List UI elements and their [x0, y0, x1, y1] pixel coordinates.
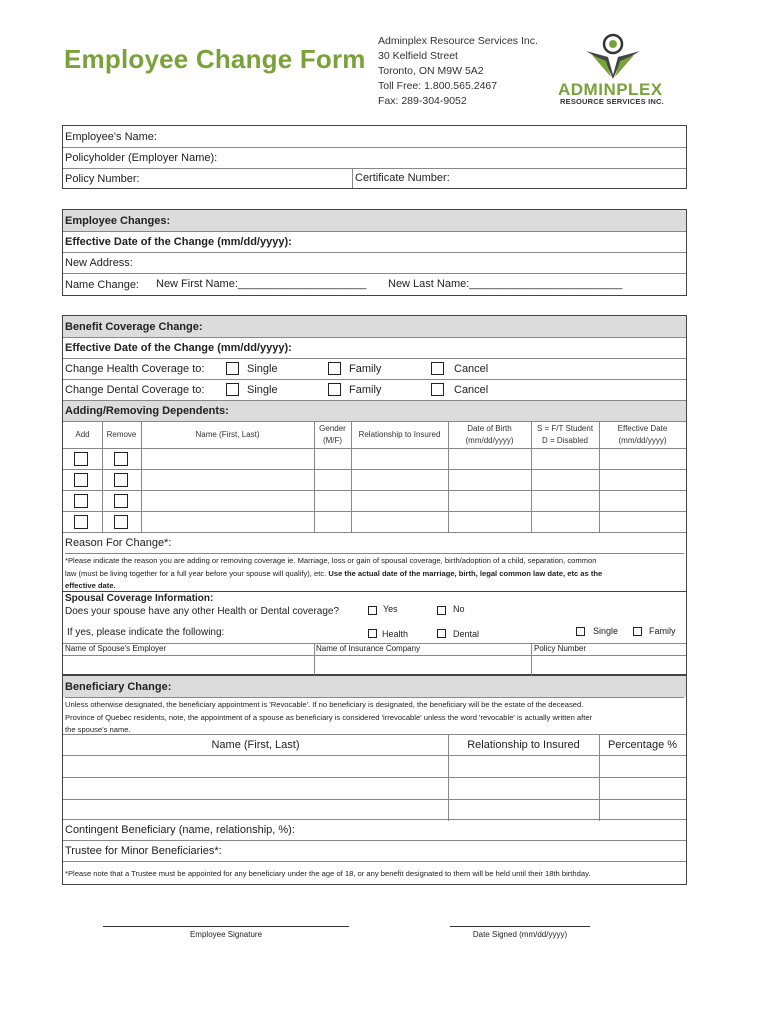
dental-coverage-row: Change Dental Coverage to:	[63, 379, 686, 400]
policyholder-field[interactable]: Policyholder (Employer Name):	[63, 147, 686, 168]
insurance-company-label: Name of Insurance Company	[316, 644, 421, 653]
health-family-checkbox[interactable]	[328, 362, 341, 375]
dependent-remove-checkbox[interactable]	[114, 494, 128, 508]
date-signed-label: Date Signed (mm/dd/yyyy)	[472, 930, 568, 939]
spouse-employer-label: Name of Spouse's Employer	[65, 644, 167, 653]
health-coverage-row: Change Health Coverage to:	[63, 358, 686, 379]
col-name: Name (First, Last)	[195, 430, 260, 439]
spouse-dental-checkbox[interactable]	[437, 629, 446, 638]
dependents-heading: Adding/Removing Dependents:	[63, 400, 686, 421]
benefit-coverage-heading: Benefit Coverage Change:	[63, 316, 686, 337]
col-effective-date: Effective Date (mm/dd/yyyy)	[617, 424, 668, 445]
reason-for-change-field[interactable]: Reason For Change*:	[63, 532, 686, 553]
dental-cancel-checkbox[interactable]	[431, 383, 444, 396]
certificate-number-field[interactable]: Certificate Number:	[355, 172, 450, 184]
spouse-family-label: Family	[649, 626, 676, 636]
trustee-field[interactable]: Trustee for Minor Beneficiaries*:	[63, 840, 686, 861]
beneficiary-col-percentage: Percentage %	[607, 739, 678, 751]
spouse-yes-label: Yes	[383, 604, 398, 614]
spouse-family-checkbox[interactable]	[633, 627, 642, 636]
spouse-details-table	[63, 643, 686, 675]
spouse-policy-number-label: Policy Number	[534, 644, 587, 653]
dependents-table	[63, 421, 686, 533]
dependent-remove-checkbox[interactable]	[114, 452, 128, 466]
policy-number-field[interactable]: Policy Number:	[63, 168, 686, 188]
spouse-health-label: Health	[382, 629, 409, 639]
employee-changes-heading: Employee Changes:	[63, 210, 686, 231]
employee-signature-label: Employee Signature	[189, 930, 263, 939]
effective-date-field[interactable]: Effective Date of the Change (mm/dd/yyyy):	[63, 231, 686, 252]
health-single-label: Single	[247, 363, 278, 375]
dependent-add-checkbox[interactable]	[74, 473, 88, 487]
employee-changes-section	[62, 209, 687, 296]
reason-note: *Please indicate the reason you are adding or removing coverage ie. Marriage, loss or gain of spousal coverage, birth/adoption of a child, separation, common law (must be living together for a full year before your spouse will qualify), etc. Use the actual date of the marriage, birth, legal common law date, etc as the effective date.	[65, 553, 684, 593]
trustee-note: *Please note that a Trustee must be appointed for any beneficiary under the age of 18, or any benefit designated to them will be held until their 18th birthday.	[63, 861, 686, 884]
dental-family-label: Family	[349, 384, 382, 396]
logo-tagline: RESOURCE SERVICES INC.	[560, 97, 664, 106]
beneficiary-col-relationship: Relationship to Insured	[467, 739, 580, 751]
address-line: Toronto, ON M9W 5A2	[378, 65, 484, 77]
beneficiary-col-name: Name (First, Last)	[211, 739, 300, 751]
company-address	[378, 34, 538, 109]
employee-name-field[interactable]: Employee's Name:	[65, 130, 157, 143]
health-family-label: Family	[349, 363, 382, 375]
spousal-heading: Spousal Coverage Information:	[65, 593, 214, 604]
beneficiary-section	[62, 675, 687, 885]
spouse-single-label: Single	[593, 626, 619, 636]
spousal-coverage	[63, 591, 686, 644]
health-cancel-checkbox[interactable]	[431, 362, 444, 375]
new-address-field[interactable]: New Address:	[63, 252, 686, 273]
dependent-remove-checkbox[interactable]	[114, 515, 128, 529]
beneficiary-heading: Beneficiary Change:	[63, 676, 686, 697]
beneficiary-note: Unless otherwise designated, the beneficiary appointment is 'Revocable'. If no beneficiary is designated, the beneficiary will be the estate of the deceased. Province of Quebec residents, note, the appointment of a spouse as beneficiary is considered 'irrevocable' unless the word 'revocable' is actually written after the spouse's name.	[65, 697, 684, 737]
col-remove: Remove	[106, 430, 137, 439]
employee-signature-line[interactable]	[103, 926, 349, 927]
contingent-beneficiary-field[interactable]: Contingent Beneficiary (name, relationship, %):	[63, 819, 686, 840]
dependent-add-checkbox[interactable]	[74, 494, 88, 508]
new-first-name-field[interactable]: New First Name:_____________________	[156, 278, 367, 290]
address-line: Adminplex Resource Services Inc.	[378, 35, 538, 47]
spouse-no-label: No	[453, 604, 465, 614]
dental-single-label: Single	[247, 384, 278, 396]
dependent-add-checkbox[interactable]	[74, 452, 88, 466]
address-line: 30 Kelfield Street	[378, 50, 458, 62]
col-dob: Date of Birth (mm/dd/yyyy)	[465, 424, 514, 445]
spousal-question: Does your spouse have any other Health or Dental coverage?	[65, 606, 340, 617]
form-title: Employee Change Form	[64, 44, 366, 74]
address-line: Toll Free: 1.800.565.2467	[378, 80, 498, 92]
name-change-label: Name Change:	[65, 278, 139, 291]
dental-single-checkbox[interactable]	[226, 383, 239, 396]
benefit-effective-date-field[interactable]: Effective Date of the Change (mm/dd/yyyy):	[63, 337, 686, 358]
dependent-remove-checkbox[interactable]	[114, 473, 128, 487]
employee-info-section	[62, 125, 687, 189]
date-signed-line[interactable]	[450, 926, 590, 927]
dependent-add-checkbox[interactable]	[74, 515, 88, 529]
spouse-health-checkbox[interactable]	[368, 629, 377, 638]
health-cancel-label: Cancel	[454, 363, 489, 375]
benefit-coverage-section	[62, 315, 687, 675]
if-yes-label: If yes, please indicate the following:	[67, 627, 225, 638]
new-last-name-field[interactable]: New Last Name:_________________________	[388, 278, 623, 290]
dental-cancel-label: Cancel	[454, 384, 489, 396]
address-line: Fax: 289-304-9052	[378, 95, 467, 107]
health-single-checkbox[interactable]	[226, 362, 239, 375]
dental-family-checkbox[interactable]	[328, 383, 341, 396]
col-add: Add	[75, 430, 90, 439]
col-gender: Gender (M/F)	[319, 424, 346, 445]
spouse-no-checkbox[interactable]	[437, 606, 446, 615]
logo-name: ADMINPLEX	[558, 80, 663, 99]
spouse-dental-label: Dental	[453, 629, 480, 639]
spouse-single-checkbox[interactable]	[576, 627, 585, 636]
beneficiary-table	[63, 734, 686, 821]
spouse-yes-checkbox[interactable]	[368, 606, 377, 615]
col-status: S = F/T Student D = Disabled	[536, 424, 594, 445]
col-relationship: Relationship to Insured	[358, 430, 441, 439]
